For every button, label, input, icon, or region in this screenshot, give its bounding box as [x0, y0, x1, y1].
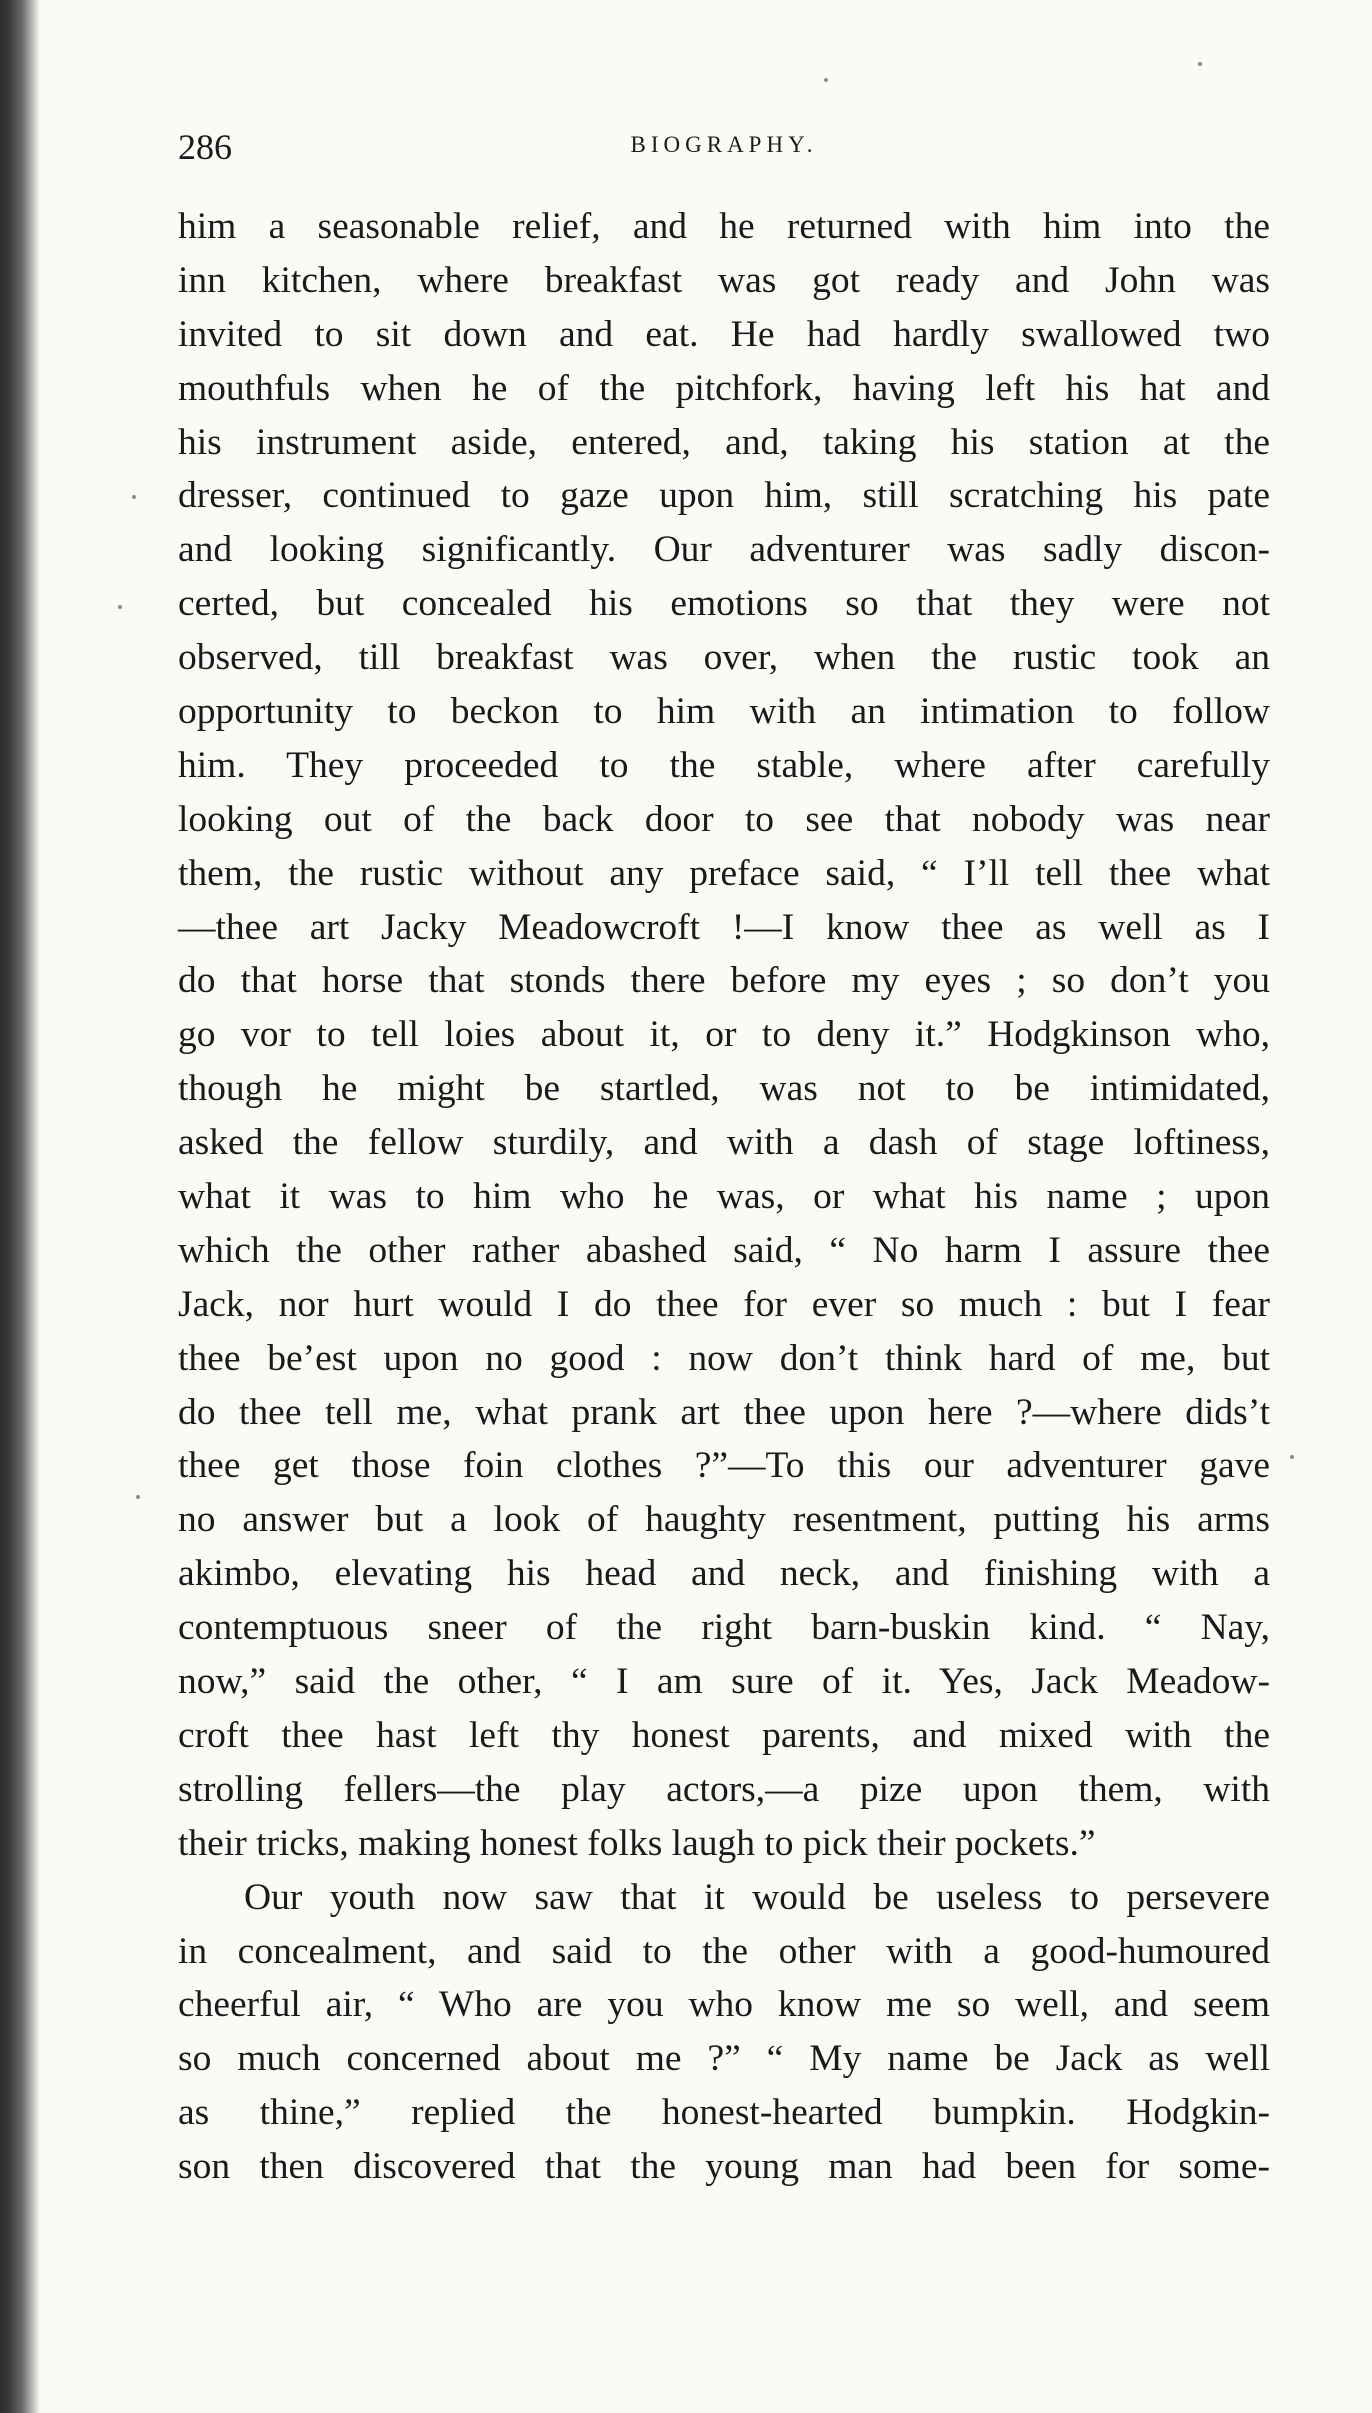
text-line: as thine,” replied the honest-hearted bumpkin. Hodgkin-	[178, 2092, 1270, 2134]
text-line: thee get those foin clothes ?”—To this our adventurer gave	[178, 1445, 1270, 1487]
text-line: do that horse that stonds there before my eyes ; so don’t you	[178, 960, 1270, 1002]
text-line: though he might be startled, was not to be intimidated,	[178, 1068, 1270, 1110]
text-body	[178, 200, 1270, 2194]
text-line: no answer but a look of haughty resentment, putting his arms	[178, 1499, 1270, 1541]
text-line: invited to sit down and eat. He had hardly swallowed two	[178, 313, 1270, 355]
text-line: —thee art Jacky Meadowcroft !—I know thee as well as I	[178, 906, 1270, 948]
text-line: do thee tell me, what prank art thee upon here ?—where dids’t	[178, 1391, 1270, 1433]
text-line: which the other rather abashed said, “ No harm I assure thee	[178, 1229, 1270, 1271]
text-line: and looking significantly. Our adventurer was sadly discon-	[178, 529, 1270, 571]
text-line: looking out of the back door to see that nobody was near	[178, 798, 1270, 840]
paper-speck	[824, 78, 828, 82]
paper-speck	[132, 495, 136, 499]
text-line: his instrument aside, entered, and, taking his station at the	[178, 421, 1270, 463]
text-line: him a seasonable relief, and he returned with him into the	[178, 206, 1270, 247]
text-line: so much concerned about me ?” “ My name be Jack as well	[178, 2038, 1270, 2080]
text-line: observed, till breakfast was over, when the rustic took an	[178, 637, 1270, 679]
paper-speck	[1198, 62, 1202, 66]
text-line: thee be’est upon no good : now don’t think hard of me, but	[178, 1337, 1270, 1379]
running-head	[178, 126, 1270, 174]
paper-speck	[1290, 1455, 1294, 1459]
paper-speck	[136, 1495, 140, 1499]
text-line: cheerful air, “ Who are you who know me so well, and seem	[178, 1984, 1270, 2026]
text-line: go vor to tell loies about it, or to deny it.” Hodgkinson who,	[178, 1014, 1270, 1056]
text-line: croft thee hast left thy honest parents, and mixed with the	[178, 1714, 1270, 1756]
text-line: mouthfuls when he of the pitchfork, having left his hat and	[178, 367, 1270, 409]
text-line: contemptuous sneer of the right barn-buskin kind. “ Nay,	[178, 1607, 1270, 1649]
text-line: him. They proceeded to the stable, where after carefully	[178, 744, 1270, 786]
text-line: them, the rustic without any preface said, “ I’ll tell thee what	[178, 852, 1270, 894]
running-title: BIOGRAPHY.	[630, 132, 818, 157]
text-line: asked the fellow sturdily, and with a dash of stage loftiness,	[178, 1122, 1270, 1164]
text-line: strolling fellers—the play actors,—a pize upon them, with	[178, 1768, 1270, 1810]
text-line: what it was to him who he was, or what his name ; upon	[178, 1176, 1270, 1218]
text-line: akimbo, elevating his head and neck, and finishing with a	[178, 1553, 1270, 1595]
text-line: opportunity to beckon to him with an intimation to follow	[178, 691, 1270, 733]
text-line-paragraph-start: Our youth now saw that it would be useless to persevere	[244, 1876, 1270, 1918]
text-line: son then discovered that the young man had been for some-	[178, 2146, 1270, 2188]
text-line: inn kitchen, where breakfast was got ready and John was	[178, 259, 1270, 301]
text-line: their tricks, making honest folks laugh to pick their pockets.”	[178, 1822, 1096, 1864]
text-line: dresser, continued to gaze upon him, still scratching his pate	[178, 475, 1270, 517]
text-line: in concealment, and said to the other with a good-humoured	[178, 1930, 1270, 1972]
page-number: 286	[178, 127, 232, 167]
text-line: now,” said the other, “ I am sure of it. Yes, Jack Meadow-	[178, 1661, 1270, 1703]
text-line: certed, but concealed his emotions so that they were not	[178, 583, 1270, 625]
paper-speck	[118, 605, 122, 609]
text-line: Jack, nor hurt would I do thee for ever so much : but I fear	[178, 1283, 1270, 1325]
